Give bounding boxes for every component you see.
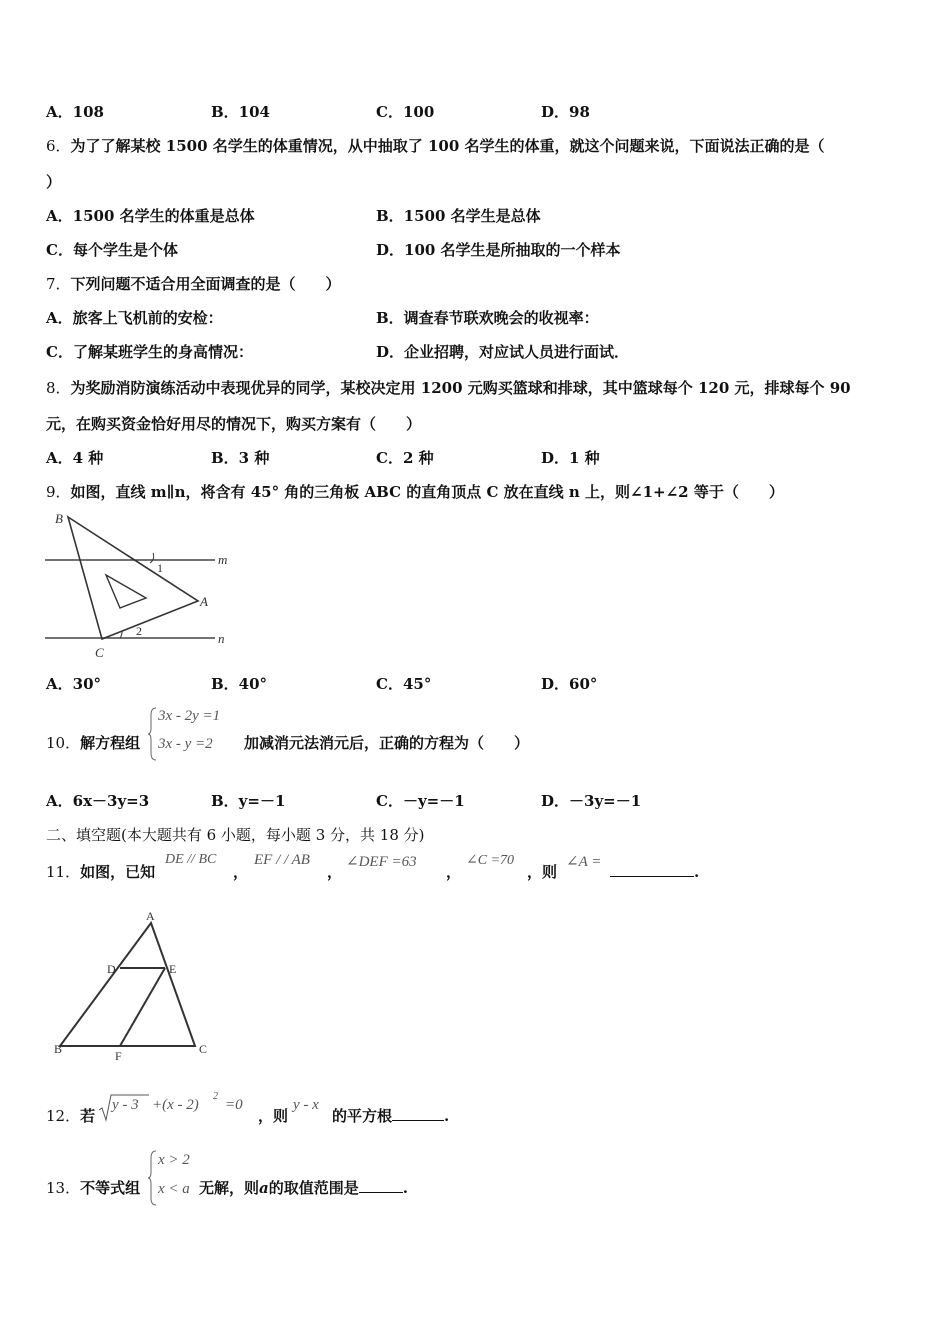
q8-stem bbox=[46, 378, 851, 398]
q9-stem bbox=[46, 482, 784, 502]
q10-brace bbox=[148, 707, 158, 761]
q9-option-b: B．40° bbox=[211, 675, 268, 693]
q7-stem bbox=[46, 274, 341, 294]
question-number: 6． bbox=[46, 137, 71, 155]
q12-square-term: +(x - 2) bbox=[152, 1097, 199, 1113]
q7-option-d: D．企业招聘，对应试人员进行面试． bbox=[376, 343, 630, 361]
q13-inequality-2: x < a bbox=[158, 1181, 190, 1197]
q13-stem-before: 不等式组 bbox=[80, 1179, 141, 1197]
q11-stem-before: 如图，已知 bbox=[80, 863, 156, 881]
q7-option-c: C．了解某班学生的身高情况： bbox=[46, 343, 253, 361]
q10-stem-before bbox=[46, 733, 140, 753]
q11-figure bbox=[50, 905, 220, 1065]
q11-comma-1: ， bbox=[233, 863, 249, 881]
segment-ef bbox=[120, 968, 165, 1046]
q6-option-c: C．每个学生是个体 bbox=[46, 241, 178, 259]
q9-option-c: C．45° bbox=[376, 675, 432, 693]
q10-stem-text: 解方程组 bbox=[80, 734, 141, 752]
q6-stem bbox=[46, 136, 825, 156]
q12-stem-after-text: 的平方根 bbox=[332, 1107, 393, 1125]
q8-stem-end: 元，在购买资金恰好用尽的情况下，购买方案有（ ） bbox=[46, 415, 422, 433]
q11-comma-3: ， bbox=[446, 863, 462, 881]
q9-figure bbox=[40, 505, 240, 665]
question-number: 7． bbox=[46, 275, 71, 293]
label-angle-1: 1 bbox=[157, 561, 163, 575]
q6-option-a: A．1500 名学生的体重是总体 bbox=[46, 207, 255, 225]
question-number: 9． bbox=[46, 483, 71, 501]
question-number: 10． bbox=[46, 734, 81, 752]
label-b-11: B bbox=[54, 1042, 63, 1056]
q11-stem-mid: ，则 bbox=[527, 863, 558, 881]
q5-option-c: C．100 bbox=[376, 103, 435, 121]
q13-stem-after-text: 的取值范围是 bbox=[268, 1179, 359, 1197]
q7-stem-text: 下列问题不适合用全面调查的是（ ） bbox=[70, 275, 341, 293]
q10-equation-2: 3x - y =2 bbox=[158, 736, 213, 752]
label-f-11: F bbox=[115, 1049, 122, 1063]
label-e-11: E bbox=[169, 962, 177, 976]
q11-comma-2: ， bbox=[327, 863, 343, 881]
triangle-abc-11 bbox=[60, 923, 195, 1046]
q13-stem-after: 无解，则a的取值范围是 . bbox=[199, 1179, 408, 1197]
q10-equation-1: 3x - 2y =1 bbox=[158, 708, 221, 724]
q5-option-b: B．104 bbox=[211, 103, 270, 121]
q12-stem bbox=[46, 1106, 95, 1126]
q11-stem bbox=[46, 862, 155, 882]
label-c: C bbox=[95, 645, 104, 660]
label-b: B bbox=[55, 511, 63, 526]
label-a-11: A bbox=[146, 909, 155, 923]
question-number: 11． bbox=[46, 863, 81, 881]
label-n: n bbox=[218, 631, 225, 646]
q7-option-a: A．旅客上飞机前的安检： bbox=[46, 309, 223, 327]
q11-condition-3: ∠DEF =63 bbox=[346, 854, 417, 870]
question-number: 8． bbox=[46, 379, 71, 397]
q13-stem-after-pre: 无解，则 bbox=[199, 1179, 260, 1197]
q12-stem-after: 的平方根 . bbox=[332, 1107, 450, 1125]
q13-inequality-1: x > 2 bbox=[158, 1152, 190, 1168]
q10-option-b: B．y=－1 bbox=[211, 792, 286, 810]
q13-stem bbox=[46, 1178, 140, 1198]
question-number: 13． bbox=[46, 1179, 81, 1197]
label-c-11: C bbox=[199, 1042, 208, 1056]
q10-option-c: C．－y=－1 bbox=[376, 792, 465, 810]
q11-condition-4: ∠C =70 bbox=[466, 853, 515, 868]
q7-option-b: B．调查春节联欢晚会的收视率： bbox=[376, 309, 599, 327]
q12-expression: y - x bbox=[293, 1097, 319, 1113]
q11-target: ∠A = bbox=[566, 854, 602, 870]
question-number: 12． bbox=[46, 1107, 81, 1125]
q13-variable: a bbox=[259, 1179, 269, 1197]
q9-stem-text: 如图，直线 m∥n，将含有 45° 角的三角板 ABC 的直角顶点 C 放在直线 n 上，则∠1+∠2 等于（ ） bbox=[70, 483, 784, 501]
q13-brace bbox=[148, 1150, 158, 1206]
q5-option-d: D．98 bbox=[541, 103, 590, 121]
q6-stem-end: ） bbox=[46, 173, 62, 191]
label-a: A bbox=[200, 594, 208, 609]
label-angle-2: 2 bbox=[136, 624, 142, 638]
label-d-11: D bbox=[107, 962, 116, 976]
q6-stem-text: 为了了解某校 1500 名学生的体重情况，从中抽取了 100 名学生的体重，就这个问题来说，下面说法正确的是（ bbox=[70, 137, 825, 155]
angle-1-arc bbox=[150, 553, 154, 563]
q8-stem-text: 为奖励消防演练活动中表现优异的同学，某校决定用 1200 元购买篮球和排球，其中篮球每个 120 元，排球每个 90 bbox=[70, 379, 851, 397]
q12-stem-mid: ，则 bbox=[258, 1107, 289, 1125]
q6-option-d: D．100 名学生是所抽取的一个样本 bbox=[376, 241, 621, 259]
label-m: m bbox=[218, 552, 228, 567]
triangle-abc bbox=[68, 517, 198, 639]
q5-option-a: A．108 bbox=[46, 103, 104, 121]
inner-triangle bbox=[106, 575, 146, 608]
q11-condition-2: EF / / AB bbox=[254, 852, 310, 868]
section-heading: 二、填空题(本大题共有 6 小题，每小题 3 分，共 18 分) bbox=[46, 826, 425, 844]
q11-condition-1: DE // BC bbox=[165, 852, 217, 867]
q8-option-c: C．2 种 bbox=[376, 449, 434, 467]
q12-equals: =0 bbox=[225, 1097, 243, 1113]
q8-option-b: B．3 种 bbox=[211, 449, 270, 467]
q10-option-a: A．6x－3y=3 bbox=[46, 792, 150, 810]
q12-radicand: y - 3 bbox=[112, 1097, 139, 1113]
q12-exponent: 2 bbox=[213, 1091, 218, 1102]
q9-option-a: A．30° bbox=[46, 675, 102, 693]
q10-stem-after: 加减消元法消元后，正确的方程为（ ） bbox=[244, 734, 530, 752]
q10-option-d: D．－3y=－1 bbox=[541, 792, 642, 810]
q8-option-d: D．1 种 bbox=[541, 449, 600, 467]
q9-option-d: D．60° bbox=[541, 675, 598, 693]
q8-option-a: A．4 种 bbox=[46, 449, 104, 467]
q11-answer-blank: . bbox=[610, 862, 699, 882]
q6-option-b: B．1500 名学生是总体 bbox=[376, 207, 541, 225]
q12-stem-before: 若 bbox=[80, 1107, 96, 1125]
